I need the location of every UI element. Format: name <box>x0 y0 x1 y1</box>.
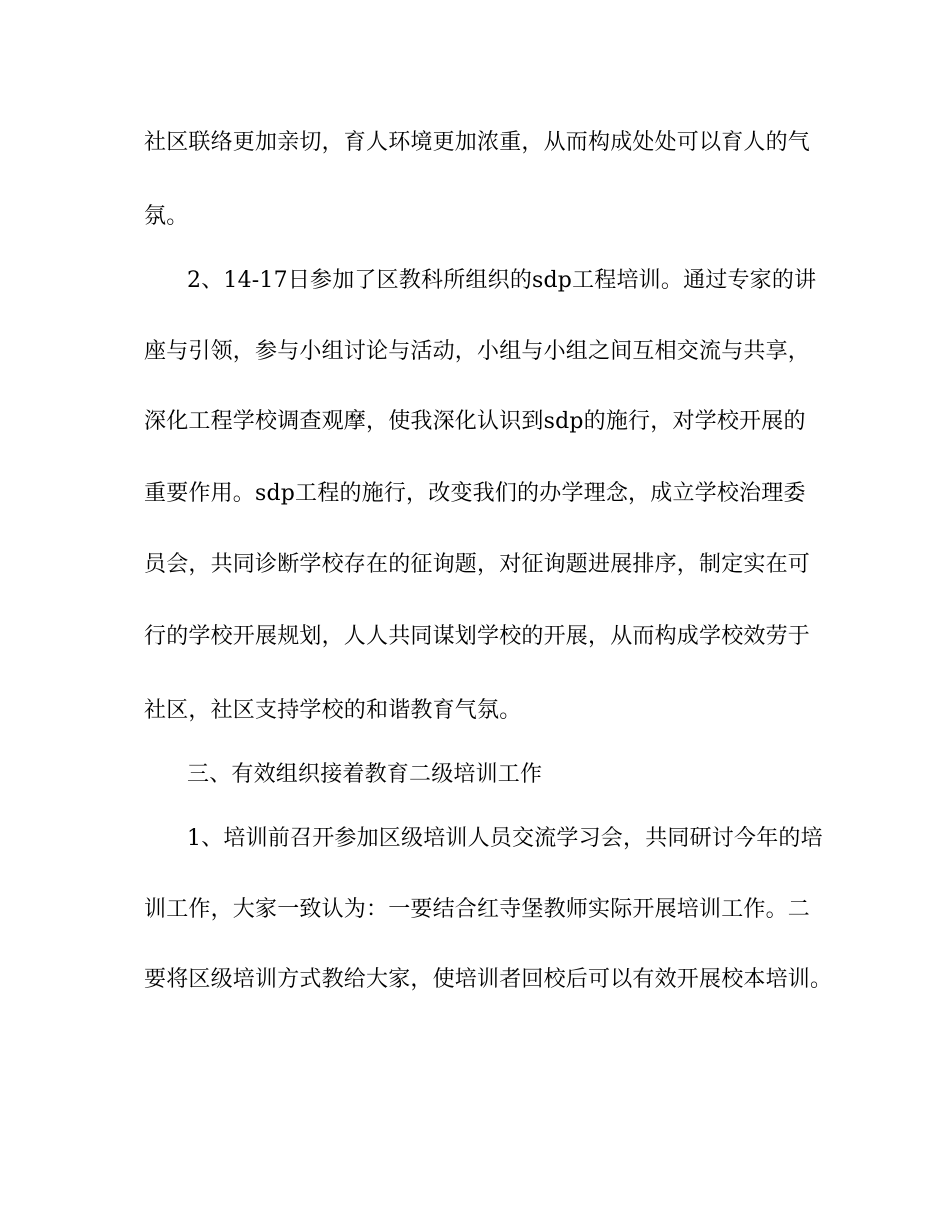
text-line: 氛。 <box>144 204 189 229</box>
text-line: 重要作用。sdp工程的施行，改变我们的办学理念，成立学校治理委 <box>144 481 806 506</box>
text-line: 要将区级培训方式教给大家，使培训者回校后可以有效开展校本培训。 <box>144 967 833 992</box>
text-line: 社区，社区支持学校的和谐教育气氛。 <box>144 698 522 723</box>
text-line: 社区联络更加亲切，育人环境更加浓重，从而构成处处可以育人的气 <box>144 130 811 155</box>
section-heading: 三、有效组织接着教育二级培训工作 <box>187 762 543 787</box>
text-line: 座与引领，参与小组讨论与活动，小组与小组之间互相交流与共享， <box>144 339 811 364</box>
paragraph-start-line: 2、14-17日参加了区教科所组织的sdp工程培训。通过专家的讲 <box>187 268 817 293</box>
text-line: 员会，共同诊断学校存在的征询题，对征询题进展排序，制定实在可 <box>144 552 811 577</box>
text-line: 行的学校开展规划，人人共同谋划学校的开展，从而构成学校效劳于 <box>144 624 811 649</box>
text-line: 深化工程学校调查观摩，使我深化认识到sdp的施行，对学校开展的 <box>144 409 806 434</box>
text-line: 训工作，大家一致认为：一要结合红寺堡教师实际开展培训工作。二 <box>144 897 811 922</box>
paragraph-start-line: 1、培训前召开参加区级培训人员交流学习会，共同研讨今年的培 <box>187 826 823 851</box>
